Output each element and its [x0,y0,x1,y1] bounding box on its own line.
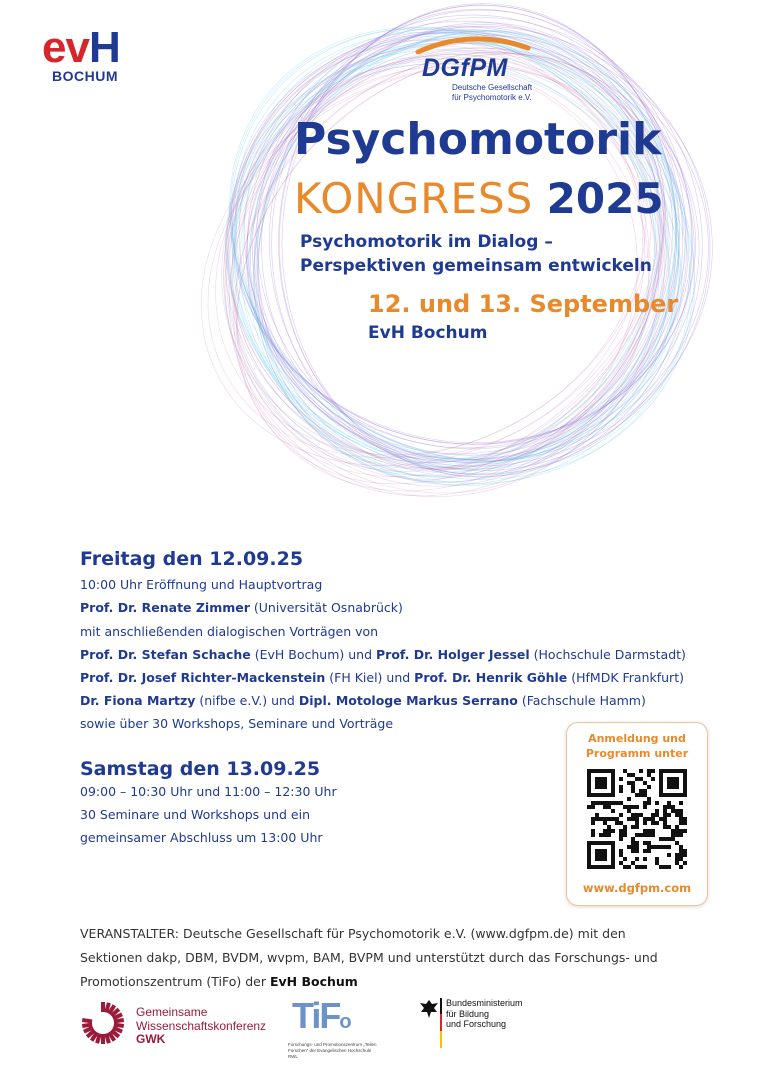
registration-heading-line-2: Programm unter [585,747,689,760]
organizer-bold: EvH Bochum [269,974,358,989]
speaker-name: Prof. Dr. Henrik Göhle [414,670,568,685]
registration-box [566,722,708,906]
kongress-word: KONGRESS [294,174,534,223]
qr-code-icon[interactable] [587,769,687,869]
saturday-heading: Samstag den 13.09.25 [80,758,321,780]
evh-logo-h: H [88,23,120,72]
kongress-year: 2025 [546,174,664,223]
speaker-institution: (Universität Osnabrück) [249,600,403,615]
speaker-name: Prof. Dr. Josef Richter-Mackenstein [80,670,326,685]
gwk-line-2: Wissenschaftskonferenz [136,1018,267,1033]
friday-line-4 [80,647,686,663]
tifo-mark-o: o [339,1011,350,1033]
registration-heading [567,731,707,761]
tifo-small-text: Forschungs- und Promotionszentrum „Teilen Forschen“ der Evangelischen Hochschule RWL [288,1042,377,1059]
saturday-line-1: 09:00 – 10:30 Uhr und 11:00 – 12:30 Uhr [80,784,337,799]
speaker-institution: (EvH Bochum) und [250,647,376,662]
bmbf-line-1: Bundesministerium [446,998,523,1008]
speaker-institution: (FH Kiel) und [325,670,415,685]
speaker-institution: (Fachschule Hamm) [517,693,646,708]
dgfpm-logo [414,36,554,103]
gwk-logo [80,1000,267,1050]
gwk-line-1: Gemeinsame [136,1005,208,1019]
organizer-text [80,922,680,994]
event-date: 12. und 13. September [368,290,679,318]
bmbf-logo [416,998,523,1052]
speaker-name: Prof. Dr. Renate Zimmer [80,600,250,615]
friday-line-2 [80,600,403,616]
subtitle [300,230,652,278]
evh-logo-sub: BOCHUM [52,68,118,84]
speaker-name: Dipl. Motologe Markus Serrano [298,693,518,708]
tifo-logo [288,996,380,1060]
tifo-mark-f: F [319,995,340,1036]
friday-line-6 [80,693,646,709]
friday-line-3: mit anschließenden dialogischen Vorträgen von [80,624,379,639]
friday-heading: Freitag den 12.09.25 [80,548,304,570]
saturday-line-2: 30 Seminare und Workshops und ein [80,807,311,822]
evh-bochum-logo [42,23,120,84]
gwk-ring-icon [80,1000,126,1046]
friday-line-1: 10:00 Uhr Eröffnung und Hauptvortrag [80,577,323,592]
speaker-institution: (HfMDK Frankfurt) [567,670,684,685]
kongress-title [294,174,664,223]
bmbf-line-2: für Bildung [446,1008,490,1019]
tifo-mark-t: Ti [292,995,320,1036]
saturday-line-3: gemeinsamer Abschluss um 13:00 Uhr [80,830,323,845]
speaker-name: Prof. Dr. Stefan Schache [80,647,251,662]
evh-logo-e: e [42,23,66,72]
subtitle-line-1: Psychomotorik im Dialog – [300,232,553,252]
speaker-name: Prof. Dr. Holger Jessel [376,647,530,662]
speaker-institution: (nifbe e.V.) und [195,693,299,708]
organizer-lead: VERANSTALTER: Deutsche Gesellschaft für Psychomotorik e.V. (www.dgfpm.de) mit den Sektionen dakp, DBM, BVDM, wvpm, BAM, BVPM und unterstützt durch das Forschungs- und Promotionszentrum (TiFo) der [80,926,658,989]
speaker-name: Dr. Fiona Martzy [80,693,196,708]
bmbf-eagle-flag-icon [416,998,442,1048]
dgfpm-name: DGfPM [422,54,508,82]
page-title: Psychomotorik [294,114,662,165]
speaker-institution: (Hochschule Darmstadt) [529,647,686,662]
gwk-line-3: GWK [136,1032,166,1046]
dgfpm-desc-1: Deutsche Gesellschaft [452,83,533,92]
friday-line-5 [80,670,684,686]
subtitle-line-2: Perspektiven gemeinsam entwickeln [300,256,652,276]
evh-logo-v: v [65,23,89,72]
event-place: EvH Bochum [368,323,488,343]
registration-url-link[interactable]: www.dgfpm.com [582,881,692,895]
friday-line-7: sowie über 30 Workshops, Seminare und Vorträge [80,716,394,731]
dgfpm-desc-2: für Psychomotorik e.V. [452,93,532,102]
registration-heading-line-1: Anmeldung und [588,732,686,745]
dgfpm-arc-icon [414,36,532,54]
bmbf-line-3: und Forschung [446,1019,507,1029]
